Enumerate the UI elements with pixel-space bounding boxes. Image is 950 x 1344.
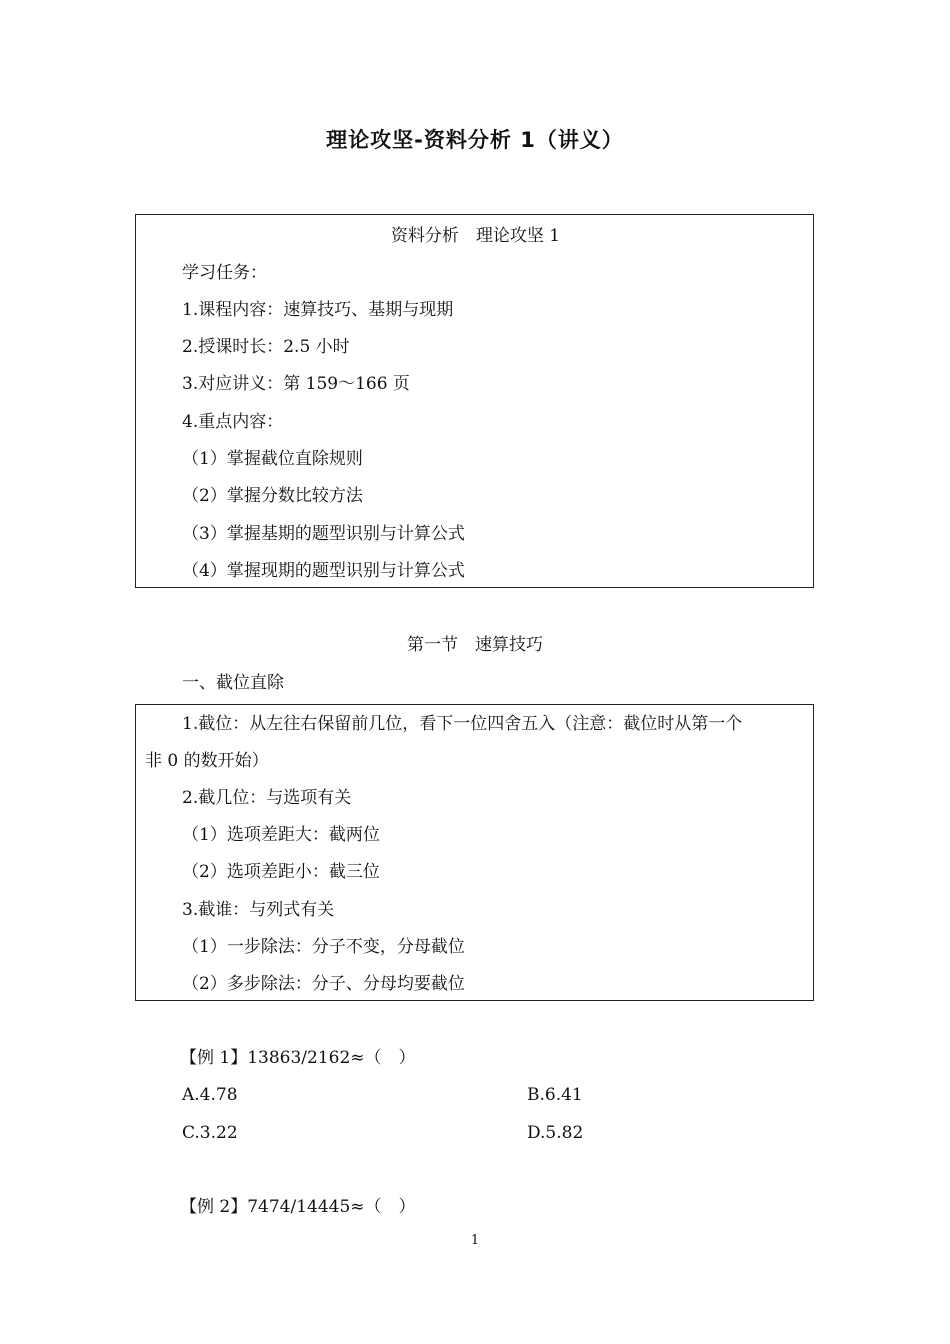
task-item: 4.重点内容： (182, 412, 284, 432)
example-1-option-a: A.4.78 (182, 1085, 238, 1105)
example-2-question: 【例 2】7474/14445≈（ ） (180, 1197, 416, 1217)
rule-line: （2）选项差距小：截三位 (182, 862, 380, 882)
example-1-question: 【例 1】13863/2162≈（ ） (180, 1048, 416, 1068)
rule-line: （2）多步除法：分子、分母均要截位 (182, 974, 465, 994)
task-item: （3）掌握基期的题型识别与计算公式 (182, 524, 465, 544)
rule-line: 3.截谁：与列式有关 (182, 900, 335, 920)
subsection-heading: 一、截位直除 (182, 673, 284, 693)
task-item: 1.课程内容：速算技巧、基期与现期 (182, 300, 454, 320)
rule-box (135, 704, 814, 1001)
task-item: （1）掌握截位直除规则 (182, 449, 363, 469)
section-heading: 第一节 速算技巧 (407, 635, 543, 655)
rule-line: 1.截位：从左往右保留前几位，看下一位四舍五入（注意：截位时从第一个 (182, 714, 743, 734)
task-intro: 学习任务： (182, 263, 267, 283)
task-item: 2.授课时长：2.5 小时 (182, 337, 350, 357)
task-item: 3.对应讲义：第 159～166 页 (182, 374, 410, 394)
learning-task-box (135, 214, 814, 588)
task-item: （2）掌握分数比较方法 (182, 486, 363, 506)
example-1-option-d: D.5.82 (527, 1123, 584, 1143)
document-title: 理论攻坚-资料分析 1（讲义） (326, 128, 624, 152)
example-1-option-c: C.3.22 (182, 1123, 238, 1143)
rule-line: 非 0 的数开始） (145, 751, 269, 771)
rule-line: 2.截几位：与选项有关 (182, 788, 352, 808)
example-1-option-b: B.6.41 (527, 1085, 583, 1105)
task-box-heading: 资料分析 理论攻坚 1 (390, 226, 561, 246)
rule-line: （1）选项差距大：截两位 (182, 825, 380, 845)
rule-line: （1）一步除法：分子不变，分母截位 (182, 937, 465, 957)
task-item: （4）掌握现期的题型识别与计算公式 (182, 561, 465, 581)
page-number: 1 (470, 1233, 480, 1248)
